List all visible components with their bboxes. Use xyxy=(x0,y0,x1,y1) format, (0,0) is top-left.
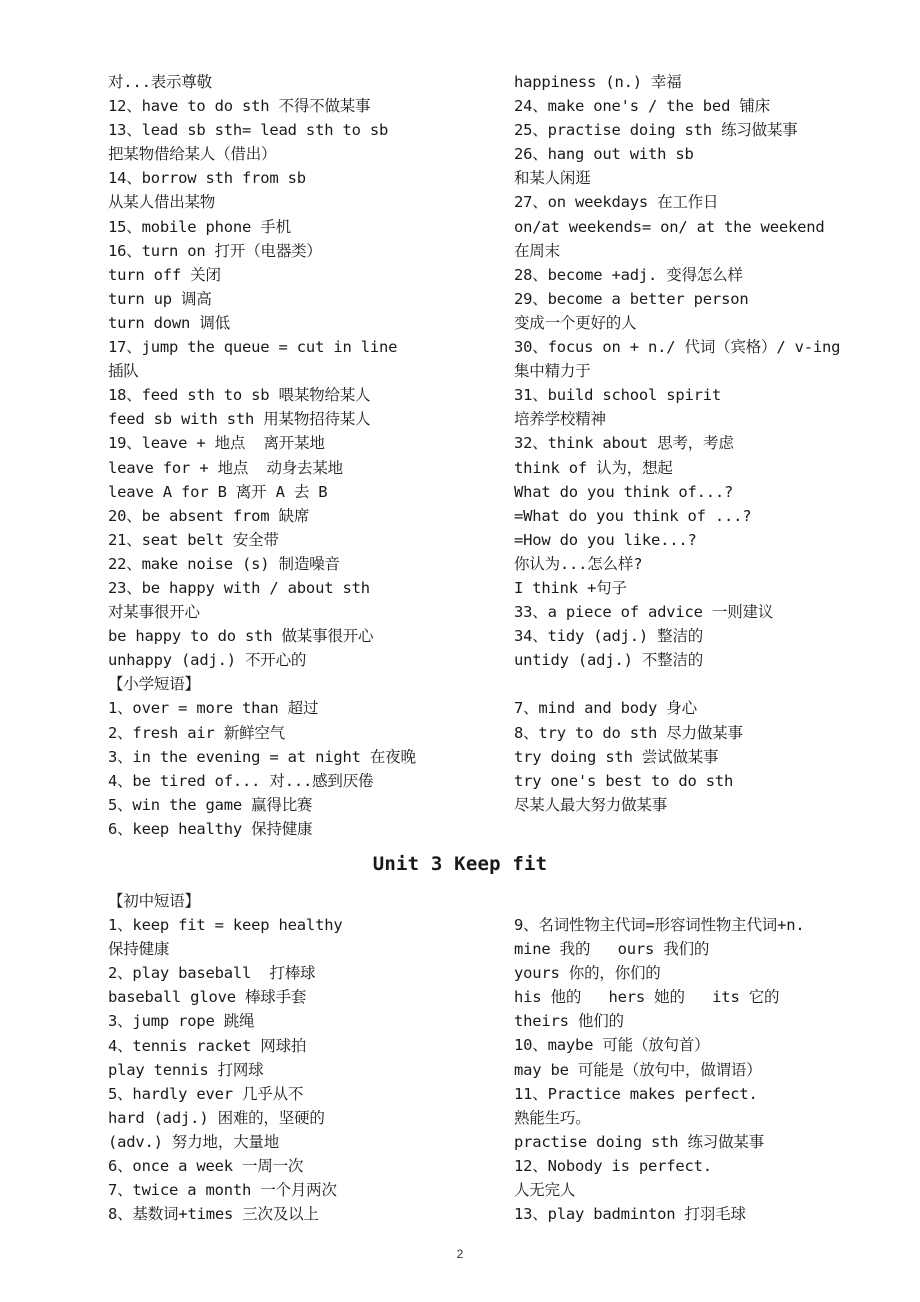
phrase-line: 3、jump rope 跳绳 xyxy=(108,1012,255,1031)
phrase-line: 尽某人最大努力做某事 xyxy=(514,795,668,814)
phrase-line: 5、win the game 赢得比赛 xyxy=(108,795,313,814)
phrase-line: leave A for B 离开 A 去 B xyxy=(108,482,328,501)
phrase-line: mine 我的 ours 我们的 xyxy=(514,940,710,959)
phrase-line: untidy (adj.) 不整洁的 xyxy=(514,651,704,670)
phrase-line: 20、be absent from 缺席 xyxy=(108,506,310,525)
phrase-line: 4、tennis racket 网球拍 xyxy=(108,1036,307,1055)
phrase-line: What do you think of...? xyxy=(514,482,734,501)
unit3-right-column xyxy=(514,913,914,1226)
phrase-line: 对某事很开心 xyxy=(108,603,200,622)
phrase-line: theirs 他们的 xyxy=(514,1012,624,1031)
phrase-line: on/at weekends= on/ at the weekend xyxy=(514,217,825,236)
phrase-line: 32、think about 思考，考虑 xyxy=(514,434,734,453)
phrase-line: 23、be happy with / about sth xyxy=(108,578,370,597)
section-heading-junior-phrases: 【初中短语】 xyxy=(108,892,200,910)
phrase-line: 24、make one's / the bed 铺床 xyxy=(514,97,770,116)
phrase-line: try one's best to do sth xyxy=(514,771,734,790)
unit3-left-column xyxy=(108,889,508,1226)
phrase-line: his 他的 hers 她的 its 它的 xyxy=(514,988,780,1007)
unit2-right-column xyxy=(514,70,914,817)
phrase-line: feed sb with sth 用某物招待某人 xyxy=(108,410,371,429)
phrase-line: 变成一个更好的人 xyxy=(514,313,637,332)
page-number: 2 xyxy=(456,1247,464,1261)
blank-line xyxy=(514,672,914,696)
phrase-line: 17、jump the queue = cut in line xyxy=(108,338,398,357)
phrase-line: 2、play baseball 打棒球 xyxy=(108,964,316,983)
phrase-line: 7、mind and body 身心 xyxy=(514,699,697,718)
phrase-line: 14、borrow sth from sb xyxy=(108,169,306,188)
phrase-line: 12、have to do sth 不得不做某事 xyxy=(108,97,371,116)
phrase-line: 18、feed sth to sb 喂某物给某人 xyxy=(108,386,371,405)
phrase-line: 保持健康 xyxy=(108,940,170,959)
phrase-line: 9、名词性物主代词=形容词性物主代词+n. xyxy=(514,916,805,934)
phrase-line: 33、a piece of advice 一则建议 xyxy=(514,603,774,622)
phrase-line: 13、lead sb sth= lead sth to sb xyxy=(108,121,389,140)
phrase-line: think of 认为，想起 xyxy=(514,458,673,477)
phrase-line: 34、tidy (adj.) 整洁的 xyxy=(514,627,704,646)
phrase-line: turn up 调高 xyxy=(108,289,212,308)
phrase-line: 25、practise doing sth 练习做某事 xyxy=(514,121,798,140)
phrase-line: 熟能生巧。 xyxy=(514,1108,591,1127)
phrase-line: unhappy (adj.) 不开心的 xyxy=(108,651,307,670)
phrase-line: turn off 关闭 xyxy=(108,265,221,284)
phrase-line: hard (adj.) 困难的，坚硬的 xyxy=(108,1108,325,1127)
phrase-line: 21、seat belt 安全带 xyxy=(108,530,279,549)
phrase-line: 6、keep healthy 保持健康 xyxy=(108,819,313,838)
phrase-line: 1、over = more than 超过 xyxy=(108,699,319,718)
phrase-line: play tennis 打网球 xyxy=(108,1060,264,1079)
phrase-line: (adv.) 努力地，大量地 xyxy=(108,1132,280,1151)
phrase-line: 你认为...怎么样? xyxy=(514,554,643,573)
phrase-line: 3、in the evening = at night 在夜晚 xyxy=(108,747,416,766)
phrase-line: 在周末 xyxy=(514,241,560,260)
phrase-line: practise doing sth 练习做某事 xyxy=(514,1132,765,1151)
phrase-line: 11、Practice makes perfect. xyxy=(514,1084,758,1103)
phrase-line: 人无完人 xyxy=(514,1181,576,1200)
phrase-line: be happy to do sth 做某事很开心 xyxy=(108,627,374,646)
phrase-line: 26、hang out with sb xyxy=(514,145,694,164)
phrase-line: 13、play badminton 打羽毛球 xyxy=(514,1205,746,1224)
phrase-line: =What do you think of ...? xyxy=(514,506,752,525)
phrase-line: 30、focus on + n./ 代词（宾格）/ v-ing xyxy=(514,338,841,357)
phrase-line: =How do you like...? xyxy=(514,530,697,549)
phrase-line: 7、twice a month 一个月两次 xyxy=(108,1181,337,1200)
phrase-line: 28、become +adj. 变得怎么样 xyxy=(514,265,743,284)
section-heading-primary-phrases: 【小学短语】 xyxy=(108,675,200,694)
phrase-line: 6、once a week 一周一次 xyxy=(108,1157,304,1176)
phrase-line: 29、become a better person xyxy=(514,289,749,308)
phrase-line: 8、try to do sth 尽力做某事 xyxy=(514,723,743,742)
unit-title: Unit 3 Keep fit xyxy=(372,853,548,875)
phrase-line: 15、mobile phone 手机 xyxy=(108,217,291,236)
phrase-line: 2、fresh air 新鲜空气 xyxy=(108,723,285,742)
phrase-line: 27、on weekdays 在工作日 xyxy=(514,193,719,212)
phrase-line: happiness (n.) 幸福 xyxy=(514,73,682,91)
phrase-line: 10、maybe 可能（放句首） xyxy=(514,1036,710,1055)
phrase-line: 8、基数词+times 三次及以上 xyxy=(108,1205,319,1224)
phrase-line: 和某人闲逛 xyxy=(514,169,591,188)
phrase-line: yours 你的，你们的 xyxy=(514,964,661,983)
phrase-line: may be 可能是（放句中，做谓语） xyxy=(514,1060,762,1079)
phrase-line: try doing sth 尝试做某事 xyxy=(514,747,719,766)
phrase-line: baseball glove 棒球手套 xyxy=(108,988,307,1007)
phrase-line: 插队 xyxy=(108,362,139,381)
phrase-line: leave for + 地点 动身去某地 xyxy=(108,458,343,477)
unit2-left-column xyxy=(108,70,508,841)
phrase-line: 12、Nobody is perfect. xyxy=(514,1156,712,1175)
phrase-line: 培养学校精神 xyxy=(514,410,606,429)
phrase-line: 4、be tired of... 对...感到厌倦 xyxy=(108,771,374,790)
phrase-line: 集中精力于 xyxy=(514,362,591,381)
phrase-line: 把某物借给某人（借出） xyxy=(108,145,277,164)
phrase-line: I think +句子 xyxy=(514,578,627,597)
phrase-line: 从某人借出某物 xyxy=(108,193,216,212)
phrase-line: 1、keep fit = keep healthy xyxy=(108,916,343,935)
phrase-line: 22、make noise (s) 制造噪音 xyxy=(108,554,340,573)
phrase-line: 19、leave + 地点 离开某地 xyxy=(108,434,325,453)
phrase-line: 5、hardly ever 几乎从不 xyxy=(108,1084,304,1103)
phrase-line: turn down 调低 xyxy=(108,313,230,332)
phrase-line: 31、build school spirit xyxy=(514,386,722,405)
phrase-line: 16、turn on 打开（电器类） xyxy=(108,241,322,260)
phrase-line: 对...表示尊敬 xyxy=(108,73,212,91)
